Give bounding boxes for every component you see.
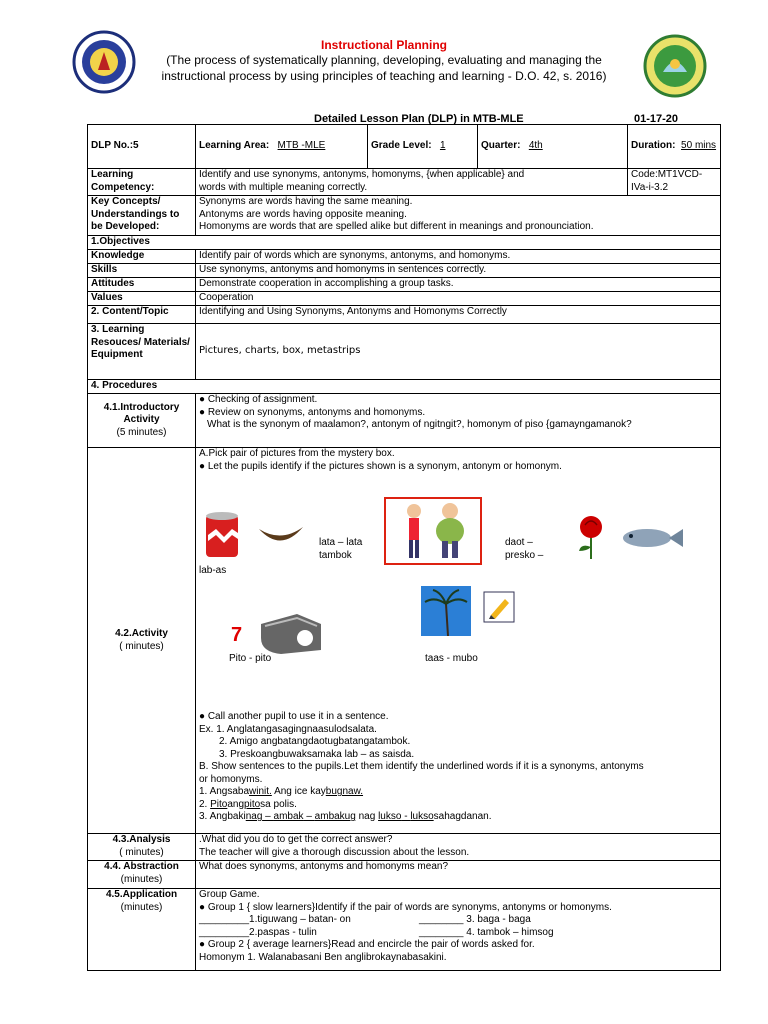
item-2: _________2.paspas - tulin bbox=[199, 926, 317, 938]
activity-b3: 2. Amigo angbatangdaotugbatangatambok. bbox=[219, 736, 411, 747]
rose-icon bbox=[571, 513, 611, 561]
s1b: winit. bbox=[249, 786, 272, 797]
application-line-2: ● Group 1 { slow learners}Identify if the pair of words are synonyms, antonyms or homonyms. bbox=[199, 901, 612, 913]
s3e: – bbox=[303, 811, 315, 822]
s1a: 1. Angsaba bbox=[199, 786, 250, 797]
s3j: lukso bbox=[410, 811, 434, 822]
application-line-4: Homonym 1. Walanabasani Ben anglibrokaynabasakini. bbox=[199, 951, 447, 963]
lesson-plan-table bbox=[87, 124, 721, 971]
header-title: Instructional Planning bbox=[320, 38, 447, 52]
label-daot: daot – bbox=[505, 537, 533, 548]
intro-line-3: What is the synonym of maalamon?, antonym of ngitngit?, homonym of piso {gamayngamanok? bbox=[207, 419, 632, 430]
key-concepts-label: Key Concepts/ Understandings to be Developed: bbox=[88, 196, 196, 236]
deped-seal-right bbox=[643, 34, 707, 98]
competency-text-1: Identify and use synonyms, antonyms, homonyms, {when applicable} and bbox=[199, 169, 525, 180]
item-3: ________ 3. baga - baga bbox=[419, 914, 531, 925]
pencil-icon bbox=[483, 591, 515, 623]
activity-b2: Ex. 1. Anglatangasagingnaasulodsalata. bbox=[199, 723, 377, 735]
s2a: 2. bbox=[199, 798, 211, 810]
abstraction-label: 4.4. Abstraction bbox=[104, 861, 179, 872]
application-label: 4.5.Application bbox=[105, 889, 178, 900]
whistle-icon bbox=[257, 610, 325, 656]
deped-seal-left bbox=[72, 30, 136, 94]
skills-label: Skills bbox=[88, 264, 196, 278]
duration-label: Duration: bbox=[631, 140, 676, 152]
duration-value: 50 mins bbox=[681, 140, 717, 152]
label-presko: presko – bbox=[505, 550, 544, 561]
sentence-2 bbox=[199, 799, 717, 812]
content-label: 2. Content/Topic bbox=[88, 306, 196, 324]
application-line-3: ● Group 2 { average learners}Read and encircle the pair of words asked for. bbox=[199, 939, 535, 950]
analysis-line-1: .What did you do to get the correct answer? bbox=[199, 834, 393, 845]
quarter-value: 4th bbox=[528, 140, 543, 152]
s2d: pito bbox=[244, 798, 261, 810]
abstraction-time: (minutes) bbox=[120, 873, 163, 885]
s3h: lukso bbox=[378, 811, 402, 822]
key-concept-1: Synonyms are words having the same meaning. bbox=[199, 196, 413, 207]
s2c: ang bbox=[227, 798, 245, 810]
number-seven: 7 bbox=[231, 624, 243, 646]
competency-code-2: IVa-i-3.2 bbox=[631, 181, 669, 193]
sentence-1 bbox=[199, 786, 717, 799]
activity-time: ( minutes) bbox=[119, 640, 164, 652]
intro-line-1: ● Checking of assignment. bbox=[199, 394, 318, 405]
dlp-no: DLP No.:5 bbox=[88, 125, 196, 169]
grade-value: 1 bbox=[439, 140, 446, 152]
values-label: Values bbox=[88, 292, 196, 306]
knowledge-text: Identify pair of words which are synonyms, antonyms, and homonyms. bbox=[196, 250, 721, 264]
palm-tree-icon bbox=[421, 586, 471, 636]
activity-label: 4.2.Activity bbox=[115, 628, 168, 639]
application-row-2 bbox=[199, 927, 717, 940]
label-pito: Pito - pito bbox=[229, 653, 272, 664]
activity-b4: 3. Preskoangbuwaksamaka lab – as saisda. bbox=[219, 748, 415, 760]
dlp-date: 01-17-20 bbox=[634, 113, 679, 125]
activity-b1: ● Call another pupil to use it in a sentence. bbox=[199, 711, 389, 722]
competency-code-1: Code:MT1VCD- bbox=[631, 169, 703, 180]
application-row-1 bbox=[199, 914, 717, 927]
procedures-heading: 4. Procedures bbox=[88, 380, 721, 394]
item-4: ________ 4. tambok – himsog bbox=[419, 926, 554, 938]
s3d: ambak bbox=[273, 811, 304, 822]
page-header bbox=[140, 38, 628, 84]
analysis-line-2: The teacher will give a thorough discussion about the lesson. bbox=[199, 846, 470, 858]
label-tambok: tambok bbox=[319, 550, 352, 561]
s1c: Ang ice kay bbox=[271, 786, 326, 797]
s3k: sahagdanan. bbox=[433, 811, 492, 822]
skills-text: Use synonyms, antonyms and homonyms in sentences correctly. bbox=[196, 264, 721, 278]
activity-b6: or homonyms. bbox=[199, 773, 263, 785]
application-line-1: Group Game. bbox=[199, 889, 260, 900]
key-concept-2: Antonyms are words having opposite meaning. bbox=[199, 208, 407, 220]
s3c: – bbox=[262, 811, 274, 822]
picture-area bbox=[199, 473, 717, 711]
header-subtitle-2: instructional process by using principles of teaching and learning - D.O. 42, s. 2016) bbox=[161, 69, 607, 83]
knowledge-label: Knowledge bbox=[88, 250, 196, 264]
s2e: sa polis. bbox=[260, 798, 297, 810]
intro-label: 4.1.Introductory Activity bbox=[103, 401, 180, 426]
s3f: ambakug bbox=[314, 811, 356, 822]
s3b: nag bbox=[245, 811, 263, 822]
objectives-heading: 1.Objectives bbox=[88, 236, 721, 250]
competency-label: Learning Competency: bbox=[88, 169, 196, 196]
s2b: Pito bbox=[210, 798, 228, 810]
s3g: nag bbox=[355, 811, 379, 822]
learning-area-value: MTB -MLE bbox=[277, 140, 326, 152]
activity-a2: ● Let the pupils identify if the pictures shown is a synonym, antonym or homonym. bbox=[199, 460, 562, 472]
key-concept-3: Homonyms are words that are spelled alike but different in meanings and pronounciation. bbox=[199, 221, 594, 232]
label-labas: lab-as bbox=[199, 565, 227, 576]
resources-text: Pictures, charts, box, metastrips bbox=[196, 324, 721, 380]
intro-time: (5 minutes) bbox=[116, 426, 167, 438]
analysis-label: 4.3.Analysis bbox=[112, 834, 171, 845]
resources-label: 3. Learning Resouces/ Materials/ Equipment bbox=[88, 324, 196, 380]
dlp-title: Detailed Lesson Plan (DLP) in MTB-MLE bbox=[314, 113, 524, 125]
s3i: - bbox=[401, 811, 411, 822]
attitudes-label: Attitudes bbox=[88, 278, 196, 292]
header-subtitle-1: (The process of systematically planning, developing, evaluating and managing the bbox=[166, 53, 602, 67]
label-taas: taas - mubo bbox=[425, 653, 478, 664]
activity-b5: B. Show sentences to the pupils.Let them identify the underlined words if it is a synonyms, antonyms bbox=[199, 761, 644, 772]
learning-area-label: Learning Area: bbox=[199, 140, 270, 152]
attitudes-text: Demonstrate cooperation in accomplishing a group tasks. bbox=[196, 278, 721, 292]
s1d: bugnaw. bbox=[325, 786, 364, 797]
thin-fat-people-icon bbox=[384, 497, 482, 565]
application-time: (minutes) bbox=[120, 901, 163, 913]
banana-icon bbox=[257, 523, 305, 551]
competency-text-2: words with multiple meaning correctly. bbox=[199, 181, 368, 193]
activity-a1: A.Pick pair of pictures from the mystery box. bbox=[199, 448, 395, 459]
fish-icon bbox=[619, 525, 685, 551]
grade-label: Grade Level: bbox=[371, 140, 432, 152]
abstraction-line-1: What does synonyms, antonyms and homonyms mean? bbox=[196, 861, 721, 889]
intro-line-2: ● Review on synonyms, antonyms and homonyms. bbox=[199, 406, 426, 418]
values-text: Cooperation bbox=[196, 292, 721, 306]
label-lata: lata – lata bbox=[319, 537, 363, 548]
quarter-label: Quarter: bbox=[481, 140, 521, 152]
content-text: Identifying and Using Synonyms, Antonyms and Homonyms Correctly bbox=[196, 306, 721, 324]
s3a: 3. Angbaki bbox=[199, 811, 246, 822]
soda-can-icon bbox=[204, 511, 240, 559]
item-1: _________1.tiguwang – batan- on bbox=[199, 914, 351, 925]
sentence-3 bbox=[199, 811, 717, 824]
analysis-time: ( minutes) bbox=[119, 846, 164, 858]
